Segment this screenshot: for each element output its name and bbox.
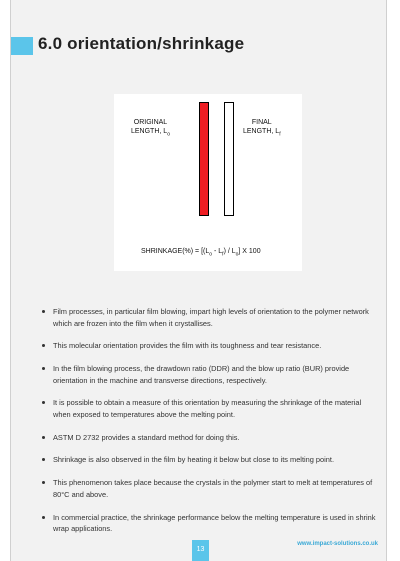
title-accent-bar [11, 37, 33, 55]
bullet-list [41, 306, 376, 546]
original-label-line1: ORIGINAL [133, 119, 168, 126]
document-page [10, 0, 387, 561]
shrinkage-diagram [114, 94, 302, 271]
original-length-bar [199, 102, 209, 216]
list-item: Film processes, in particular film blowing, impart high levels of orientation to the polymer network which are frozen into the film when it crystallises. [41, 306, 376, 329]
final-label-sub: f [279, 131, 281, 138]
final-length-bar [224, 102, 234, 216]
list-item: In the film blowing process, the drawdown ratio (DDR) and the blow up ratio (BUR) provide orientation in the machine and transverse directions, respectively. [41, 363, 376, 386]
formula-sub: f [222, 251, 224, 258]
original-length-label [131, 118, 170, 139]
formula-sub: o [209, 251, 213, 258]
formula-part: SHRINKAGE(%) = [(L [141, 248, 210, 255]
list-item: Shrinkage is also observed in the film by heating it below but close to its melting point. [41, 454, 376, 466]
formula-part: ) / L [223, 248, 236, 255]
final-label-line2: LENGTH, L [243, 128, 280, 135]
original-label-line2: LENGTH, L [131, 128, 168, 135]
list-item: It is possible to obtain a measure of this orientation by measuring the shrinkage of the material when exposed to temperatures above the melting point. [41, 397, 376, 420]
list-item: ASTM D 2732 provides a standard method for doing this. [41, 432, 376, 444]
page-number: 13 [192, 540, 209, 561]
formula-part: - L [212, 248, 223, 255]
formula-part: ] X 100 [238, 248, 261, 255]
formula-sub: o [235, 251, 239, 258]
shrinkage-formula [141, 248, 261, 257]
list-item: This molecular orientation provides the film with its toughness and tear resistance. [41, 340, 376, 352]
list-item: In commercial practice, the shrinkage performance below the melting temperature is used in shrink wrap applications. [41, 512, 376, 535]
final-label-line1: FINAL [251, 119, 272, 126]
footer-url-link[interactable]: www.impact-solutions.co.uk [297, 541, 378, 547]
list-item: This phenomenon takes place because the crystals in the polymer start to melt at temperatures of 80°C and above. [41, 477, 376, 500]
original-label-sub: o [167, 131, 170, 138]
page-title: 6.0 orientation/shrinkage [38, 34, 245, 53]
final-length-label [243, 118, 281, 139]
